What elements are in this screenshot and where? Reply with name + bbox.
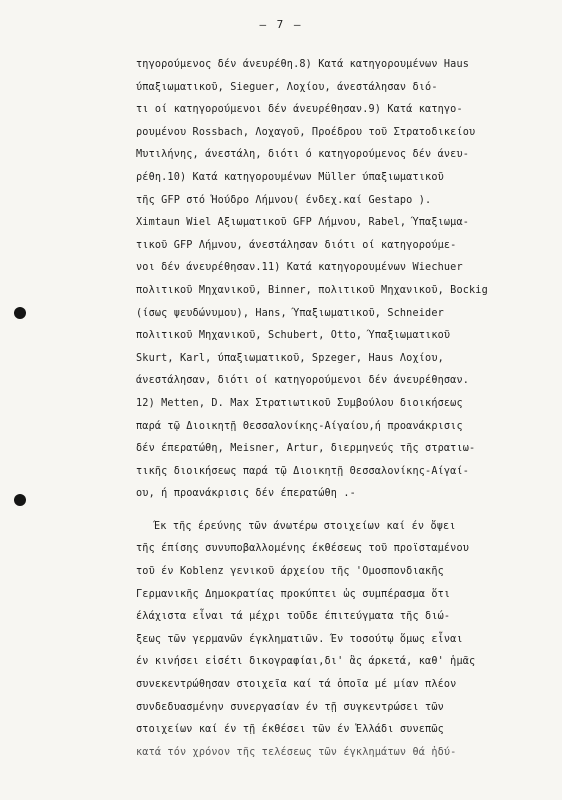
text-line: ρέθη.10) Κατά κατηγορουμένων Müller ύπαξιωματικοῦ [136,171,444,183]
text-line: συνεκεντρώθησαν στοιχεῖα καί τά ὁποῖα μέ μίαν πλέον [136,679,457,691]
text-line: ρουμένου Rossbach, Λοχαγοῦ, Προέδρου τοῦ Στρατοδικείου [136,126,476,138]
text-line: τηγορούμενος δέν άνευρέθη.8) Κατά κατηγορουμένων Haus [136,59,470,70]
punch-hole-top [14,307,26,319]
text-line: ου, ή προανάκρισις δέν έπερατώθη .- [136,488,356,500]
text-line: συνδεδυασμένην συνεργασίαν έν τῇ συγκεντρώσει τῶν [136,701,444,713]
page-number: — 7 — [259,18,303,31]
text-line: άνεστάλησαν, διότι οί κατηγορούμενοι δέν άνευρέθησαν. [136,375,470,387]
text-line: δέν έπερατώθη, Meisner, Artur, διερμηνεύς τῆς στρατιω- [136,443,476,455]
text-line: παρά τῷ Διοικητῇ Θεσσαλονίκης-Αίγαίου,ή προανάκρισις [136,420,463,432]
text-line: (ίσως ψευδώνυμου), Hans, Ύπαξιωματικοῦ, Schneider [136,307,444,319]
text-line: τῆς έπίσης συνυποβαλλομένης έκθέσεως τοῦ προϊσταμένου [136,543,470,555]
body-text [136,54,518,764]
text-line: κατά τόν χρόνον τῆς τελέσεως τῶν έγκλημάτων θά ἠδύ- [136,746,457,758]
text-line: πολιτικοῦ Μηχανικοῦ, Binner, πολιτικοῦ Μηχανικοῦ, Bockig [136,284,488,296]
text-line: ύπαξιωματικοῦ, Sieguer, Λοχίου, άνεστάλησαν διό- [136,81,438,93]
text-line: τι οί κατηγορούμενοι δέν άνευρέθησαν.9) Κατά κατηγο- [136,104,463,116]
punch-hole-bottom [14,494,26,506]
text-line: ξεως τῶν γερμανῶν έγκληματιῶν. Έν τοσούτῳ ὅμως εἶναι [136,633,463,645]
text-line: 12) Metten, D. Max Στρατιωτικοῦ Συμβούλου διοικήσεως [136,397,463,409]
text-line: νοι δέν άνευρέθησαν.11) Κατά κατηγορουμένων Wiechuer [136,262,463,274]
text-line: έν κινήσει εἰσέτι δικογραφίαι,δι' ἃς άρκετά, καθ' ἡμᾶς [136,656,476,668]
text-line: Ximtaun Wiel Αξιωματικοῦ GFP Λήμνου, Rabel, Ύπαξιωμα- [136,217,470,229]
text-line: Γερμανικῆς Δημοκρατίας προκύπτει ὡς συμπέρασμα ὅτι [136,588,451,600]
text-line: Skurt, Karl, ύπαξιωματικοῦ, Spzeger, Haus Λοχίου, [136,352,444,364]
text-line: τικοῦ GFP Λήμνου, άνεστάλησαν διότι οί κατηγορούμε- [136,239,457,251]
text-line: Μυτιλήνης, άνεστάλη, διότι ό κατηγορούμενος δέν άνευ- [136,149,470,161]
text-line: τοῦ έν Koblenz γενικοῦ άρχείου τῆς 'Ομοσπονδιακῆς [136,566,444,578]
text-line: έλάχιστα εἶναι τά μέχρι τοῦδε έπιτεύγματα τῆς διώ- [136,611,451,623]
text-line: στοιχείων καί έν τῇ έκθέσει τῶν έν Ἑλλάδι συνεπῶς [136,724,444,736]
text-line: τῆς GFP στό Ἡούδρο Λήμνου( ένδεχ.καί Gestapo ). [136,194,432,206]
text-line: πολιτικοῦ Μηχανικοῦ, Schubert, Otto, Ύπαξιωματικοῦ [136,330,451,342]
text-line: τικῆς διοικήσεως παρά τῷ Διοικητῇ Θεσσαλονίκης-Αίγαί- [136,465,470,477]
text-line: Έκ τῆς έρεύνης τῶν άνωτέρω στοιχείων καί έν ὄψει [154,520,456,532]
